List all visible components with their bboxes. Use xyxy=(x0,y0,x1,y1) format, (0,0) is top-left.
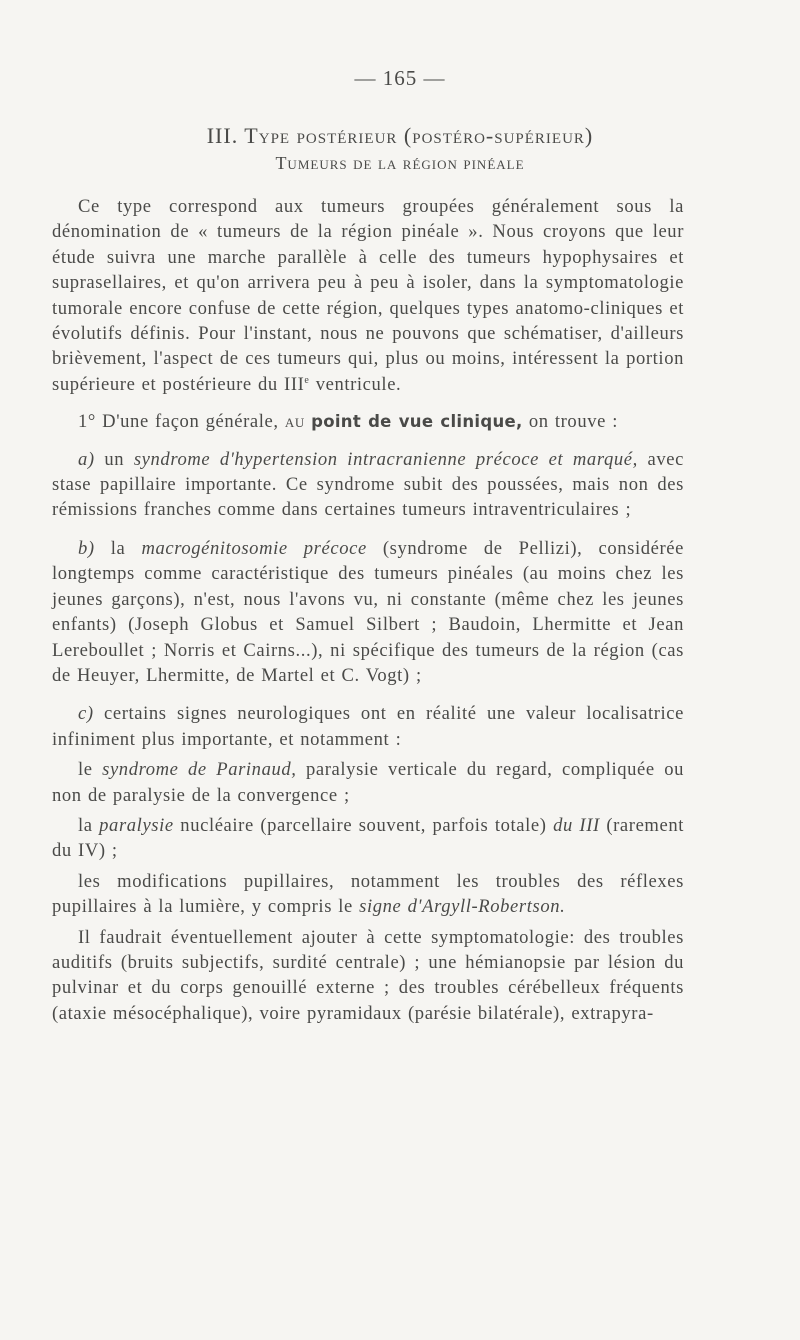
item-b-rest: (syndrome de Pellizi), considérée longtemps comme caractéristique des tumeurs pinéales (au moins chez les jeunes garçons), n'est, nous l'avons vu, ni constante (même chez les jeunes enfants) (Joseph Globus et Samuel Silbert ; Baudoin, Lhermitte et Jean Lereboullet ; Norris et Cairns...), ni spécifique des tumeurs de la région (cas de Heuyer, Lhermitte, de Martel et C. Vogt) ; xyxy=(52,537,684,686)
sub-3-pre: les modifications pupillaires, notamment les troubles des réflexes pupillaires à la lumière, y compris le xyxy=(52,870,684,918)
sub-1-italic: syndrome de Parinaud, xyxy=(102,759,297,781)
item-a-italic: syndrome d'hypertension intracranienne précoce et marqué, xyxy=(133,448,638,470)
sub-item-pupillaires xyxy=(52,869,684,920)
sub-2-mid: nucléaire (parcellaire souvent, parfois totale) xyxy=(173,814,554,836)
item-a-rest: avec stase papillaire importante. Ce syndrome subit des poussées, mais non des rémissions franches comme dans certaines tumeurs intraventriculaires ; xyxy=(52,448,684,521)
closing-paragraph xyxy=(52,925,684,1027)
clinical-au: au xyxy=(284,411,305,433)
sub-1-pre: le xyxy=(78,759,103,781)
intro-text: Ce type correspond aux tumeurs groupées généralement sous la dénomination de « tumeurs de la région pinéale ». Nous croyons que leur étude suivra une marche parallèle à celle des tumeurs hypophysaires et suprasellaires, et qu'on arrivera peu à peu à isoler, dans la symptomatologie tumorale encore confuse de cette région, quelques types anatomo-cliniques et évolutifs définis. Pour l'instant, nous ne pouvons que schématiser, d'ailleurs brièvement, l'aspect de ces tumeurs qui, plus ou moins, intéressent la portion supérieure et postérieure du III xyxy=(52,196,684,395)
sub-2-italic2: du III xyxy=(553,814,600,836)
sub-item-paralysie xyxy=(52,813,684,864)
section-subtitle: Tumeurs de la région pinéale xyxy=(275,153,525,173)
item-c-marker: c) xyxy=(78,703,94,725)
sub-2-rest: (rarement du IV) ; xyxy=(52,814,684,862)
sub-2-pre: la xyxy=(78,814,100,836)
body-text xyxy=(52,194,684,1031)
intro-tail: ventricule. xyxy=(309,373,402,395)
item-b-paragraph xyxy=(52,536,684,688)
sub-1-rest: paralysie verticale du regard, compliquée ou non de paralysie de la convergence ; xyxy=(52,759,684,806)
intro-paragraph xyxy=(52,194,684,397)
item-b-pre: la xyxy=(94,537,142,559)
closing-text: Il faudrait éventuellement ajouter à cette symptomatologie: des troubles auditifs (bruits subjectifs, surdité centrale) ; une hémianopsie par lésion du pulvinar et du corps genouillé externe ; des troubles cérébelleux fréquents (ataxie mésocéphalique), voire pyramidaux (parésie bilatérale), extrapyra- xyxy=(52,926,684,1024)
item-a-paragraph xyxy=(52,447,684,523)
item-c-paragraph xyxy=(52,701,684,752)
clinical-bold: point de vue clinique, xyxy=(311,412,523,432)
page-number: — 165 — xyxy=(354,66,446,90)
item-a-marker: a) xyxy=(78,448,95,470)
clinical-lead: 1° D'une façon générale, xyxy=(78,411,279,433)
clinical-tail: on trouve : xyxy=(522,411,618,433)
sub-2-italic: paralysie xyxy=(99,814,174,836)
clinical-paragraph xyxy=(52,409,684,434)
item-b-italic: macrogénitosomie précoce xyxy=(141,537,367,559)
sub-3-italic: signe d'Argyll-Robertson. xyxy=(359,896,566,918)
sub-item-parinaud xyxy=(52,757,684,808)
item-a-pre: un xyxy=(94,448,134,470)
item-b-marker: b) xyxy=(78,537,95,559)
ordinal-superscript: e xyxy=(304,374,310,386)
section-title: III. Type postérieur (postéro-supérieur) xyxy=(206,123,594,148)
item-c-text: certains signes neurologiques ont en réalité une valeur localisatrice infiniment plus importante, et notamment : xyxy=(52,703,684,750)
